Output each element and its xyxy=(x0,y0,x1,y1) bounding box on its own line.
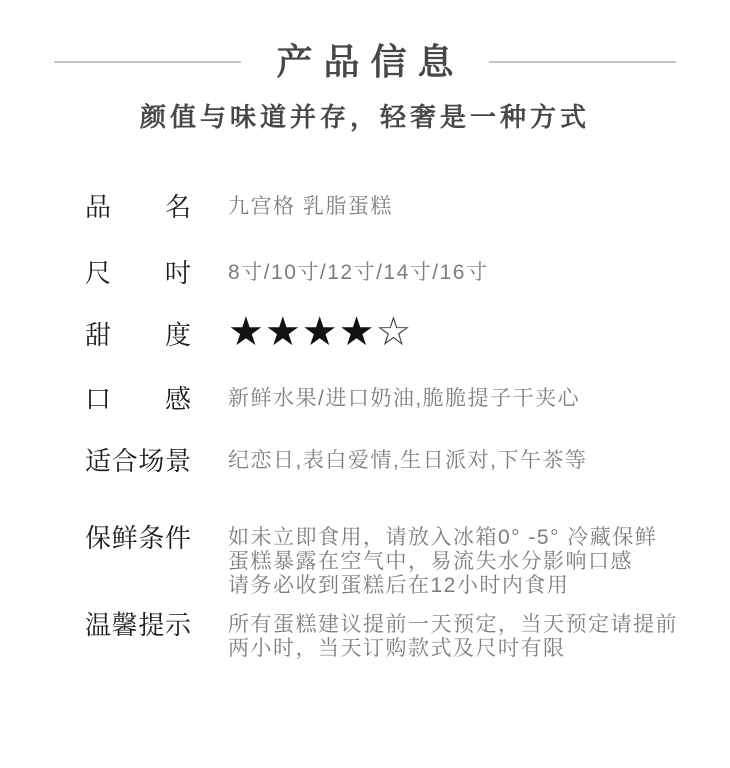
page-title: 产品信息 xyxy=(276,41,465,82)
spec-label-storage: 保鲜条件 xyxy=(85,523,191,553)
spec-value-taste: 新鲜水果/进口奶油,脆脆提子干夹心 xyxy=(228,387,581,410)
storage-line-2: 蛋糕暴露在空气中，易流失水分影响口感 xyxy=(228,550,633,573)
storage-line-1: 如未立即食用，请放入冰箱0° -5° 冷藏保鲜 xyxy=(228,526,658,549)
page-subtitle: 颜值与味道并存，轻奢是一种方式 xyxy=(139,102,590,132)
spec-label-taste: 口感 xyxy=(85,384,191,414)
title-row xyxy=(0,41,730,82)
spec-label-tips: 温馨提示 xyxy=(85,610,191,640)
tips-line-2: 两小时，当天订购款式及尺吋有限 xyxy=(228,637,566,660)
spec-label-occasions: 适合场景 xyxy=(85,446,191,476)
storage-line-3: 请务必收到蛋糕后在12小时内食用 xyxy=(228,574,570,597)
spec-row-tips xyxy=(85,611,678,661)
spec-value-occasions: 纪恋日,表白爱情,生日派对,下午茶等 xyxy=(228,449,588,472)
star-empty-icon: ☆ xyxy=(375,310,413,354)
spec-label-sweetness: 甜度 xyxy=(85,320,191,350)
spec-value-size: 8寸/10寸/12寸/14寸/16寸 xyxy=(228,261,489,284)
sweetness-rating xyxy=(228,312,412,352)
spec-value-storage xyxy=(228,526,657,598)
title-divider-left xyxy=(54,61,241,63)
spec-row-name xyxy=(85,193,393,222)
title-divider-right xyxy=(489,61,676,63)
spec-row-occasions xyxy=(85,447,588,476)
spec-row-size xyxy=(85,259,488,288)
spec-value-name: 九宫格 乳脂蛋糕 xyxy=(228,195,393,218)
star-filled-icons: ★★★★ xyxy=(228,310,376,354)
spec-value-tips xyxy=(228,613,678,661)
spec-row-taste xyxy=(85,385,580,414)
spec-label-name: 品名 xyxy=(85,192,191,222)
spec-label-size: 尺吋 xyxy=(85,258,191,288)
tips-line-1: 所有蛋糕建议提前一天预定，当天预定请提前 xyxy=(228,613,678,636)
spec-row-sweetness xyxy=(85,310,413,354)
spec-row-storage xyxy=(85,524,657,598)
